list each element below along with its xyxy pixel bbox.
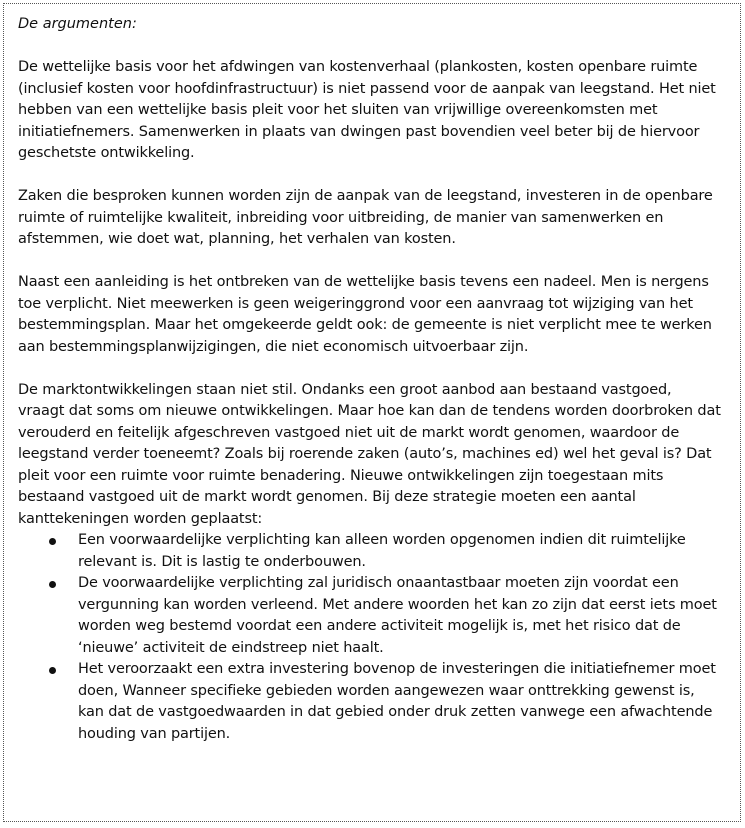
bullet-item bbox=[18, 573, 722, 659]
bullet-icon bbox=[49, 667, 56, 674]
bullet-text: De voorwaardelijke verplichting zal juridisch onaantastbaar moeten zijn voordat een vergunning kan worden verleend. Met andere woorden het kan zo zijn dat eerst iets moet worden weg bestemd voordat een andere activiteit mogelijk is, met het risico dat de ‘nieuwe’ activiteit de eindstreep niet haalt. bbox=[78, 575, 717, 656]
bullet-text: Een voorwaardelijke verplichting kan alleen worden opgenomen indien dit ruimtelijke relevant is. Dit is lastig te onderbouwen. bbox=[78, 532, 686, 570]
bullet-item bbox=[18, 659, 722, 745]
section-heading: De argumenten: bbox=[18, 16, 137, 32]
bullet-icon bbox=[49, 581, 56, 588]
paragraph-wettelijke-basis: De wettelijke basis voor het afdwingen van kostenverhaal (plankosten, kosten openbare ruimte (inclusief kosten voor hoofdinfrastructuur) is niet passend voor de aanpak van leegstand. Het niet hebben van een wettelijke basis pleit voor het sluiten van vrijwillige overeenkomsten met initiatiefnemers. Samenwerken in plaats van dwingen past bovendien veel beter bij de hiervoor geschetste ontwikkeling. bbox=[18, 59, 716, 161]
bullet-item bbox=[18, 530, 722, 573]
text-box bbox=[3, 3, 741, 822]
bullet-text: Het veroorzaakt een extra investering bovenop de investeringen die initiatiefnemer moet doen, Wanneer specifieke gebieden worden aangewezen waar onttrekking gewenst is, kan dat de vastgoedwaarden in dat gebied onder druk zetten vanwege een afwachtende houding van partijen. bbox=[78, 661, 716, 742]
bullet-list bbox=[18, 530, 722, 745]
paragraph-marktontwikkelingen: De marktontwikkelingen staan niet stil. Ondanks een groot aanbod aan bestaand vastgoed, vraagt dat soms om nieuwe ontwikkelingen. Maar hoe kan dan de tendens worden doorbroken dat verouderd en feitelijk afgeschreven vastgoed niet uit de markt wordt genomen, waardoor de leegstand verder toeneemt? Zoals bij roerende zaken (auto’s, machines ed) wel het geval is? Dat pleit voor een ruimte voor ruimte benadering. Nieuwe ontwikkelingen zijn toegestaan mits bestaand vastgoed uit de markt wordt genomen. Bij deze strategie moeten een aantal kanttekeningen worden geplaatst: bbox=[18, 381, 721, 527]
paragraph-zaken-bespreken: Zaken die besproken kunnen worden zijn de aanpak van de leegstand, investeren in de openbare ruimte of ruimtelijke kwaliteit, inbreiding voor uitbreiding, de manier van samenwerken en afstemmen, wie doet wat, planning, het verhalen van kosten. bbox=[18, 188, 713, 247]
paragraph-ontbreken-basis: Naast een aanleiding is het ontbreken van de wettelijke basis tevens een nadeel. Men is nergens toe verplicht. Niet meewerken is geen weigeringgrond voor een aanvraag tot wijziging van het bestemmingsplan. Maar het omgekeerde geldt ook: de gemeente is niet verplicht mee te werken aan bestemmingsplanwijzigingen, die niet economisch uitvoerbaar zijn. bbox=[18, 274, 712, 355]
bullet-icon bbox=[49, 538, 56, 545]
